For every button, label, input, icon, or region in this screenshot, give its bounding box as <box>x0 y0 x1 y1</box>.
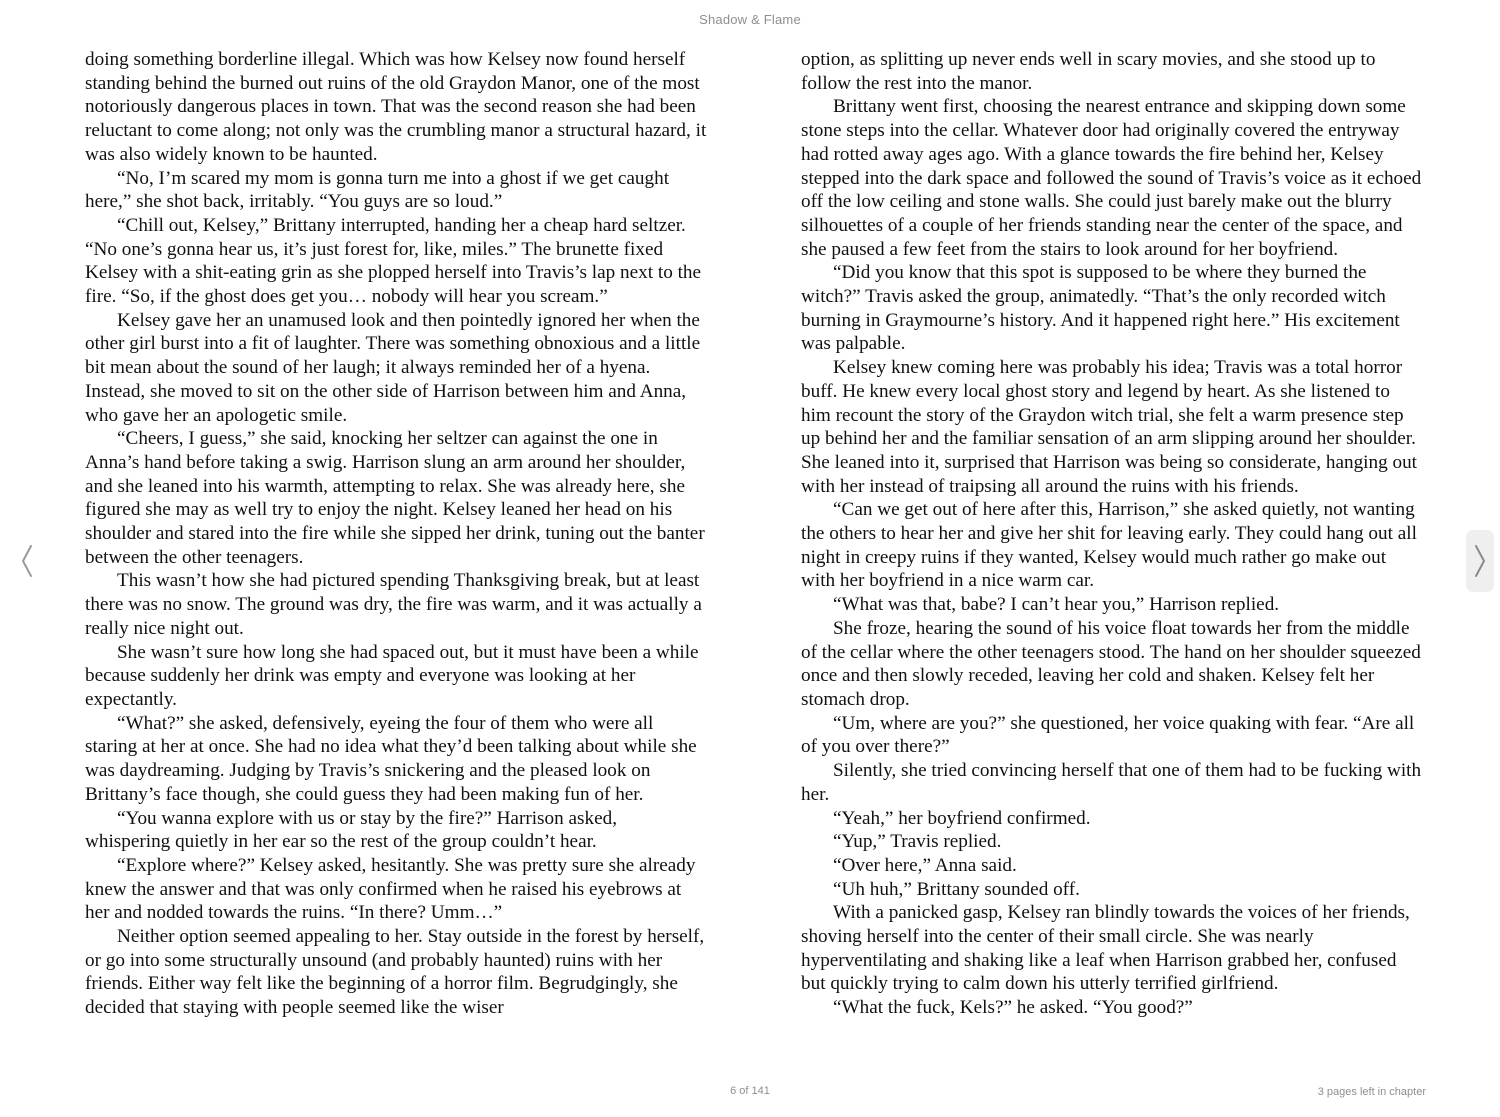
paragraph: “No, I’m scared my mom is gonna turn me into a ghost if we get caught here,” she shot back, irritably. “You guys are so loud.” <box>85 167 670 213</box>
paragraph: Neither option seemed appealing to her. Stay outside in the forest by herself, or go into some structurally unsound (and probably haunted) ruins with her friends. Either way felt like the beginning of a horror film. Begrudgingly, she decided that staying with people seemed like the wiser <box>85 926 705 1019</box>
page-number: 6 of 141 <box>730 1085 770 1097</box>
paragraph: With a panicked gasp, Kelsey ran blindly towards the voices of her friends, shoving herself into the center of their small circle. She was nearly hyperventilating and shaking like a leaf when Harrison grabbed her, confused but quickly trying to calm down his utterly terrified girlfriend. <box>801 902 1410 995</box>
paragraph: “Chill out, Kelsey,” Brittany interrupted, handing her a cheap hard seltzer. “No one’s gonna hear us, it’s just forest for, like, miles.” The brunette fixed Kelsey with a shit-eating grin as she plopped herself into Travis’s lap next to the fire. “So, if the ghost does get you… nobody will hear you scream.” <box>85 214 702 308</box>
paragraph: “Uh huh,” Brittany sounded off. <box>833 878 1080 900</box>
paragraph: “You wanna explore with us or stay by the fire?” Harrison asked, whispering quietly in her ear so the rest of the group couldn’t hear. <box>85 807 617 853</box>
paragraph: “Yeah,” her boyfriend confirmed. <box>833 807 1091 829</box>
paragraph: “Explore where?” Kelsey asked, hesitantly. She was pretty sure she already knew the answer and that was only confirmed when he raised his eyebrows at her and nodded towards the ruins. “In there? Umm…” <box>85 854 696 924</box>
paragraph: She froze, hearing the sound of his voice float towards her from the middle of the cellar where the other teenagers stood. The hand on her shoulder squeezed once and then slowly receded, leaving her cold and shaken. Kelsey felt her stomach drop. <box>801 617 1421 710</box>
paragraph: “What the fuck, Kels?” he asked. “You good?” <box>833 997 1193 1019</box>
paragraph: “Cheers, I guess,” she said, knocking her seltzer can against the one in Anna’s hand before taking a swig. Harrison slung an arm around her shoulder, and she leaned into his warmth, attempting to relax. She was already here, she figured she may as well try to enjoy the night. Kelsey leaned her head on his shoulder and stared into the fire while she sipped her drink, tuning out the banter between the other teenagers. <box>85 428 705 568</box>
next-page-button[interactable] <box>1466 530 1494 592</box>
paragraph: “Did you know that this spot is supposed to be where they burned the witch?” Travis asked the group, animatedly. “That’s the only recorded witch burning in Graymourne’s history. And it happened right here.” His excitement was palpable. <box>801 262 1400 355</box>
paragraph: This wasn’t how she had pictured spending Thanksgiving break, but at least there was no snow. The ground was dry, the fire was warm, and it was actually a really nice night out. <box>85 570 702 639</box>
paragraph: Kelsey knew coming here was probably his idea; Travis was a total horror buff. He knew every local ghost story and legend by heart. As she listened to him recount the story of the Graydon witch trial, she felt a warm presence step up behind her and the familiar sensation of an arm slipping around her shoulder. She leaned into it, surprised that Harrison was being so considerate, hanging out with her instead of traipsing all around the ruins with his friends. <box>801 357 1417 497</box>
chevron-right-icon <box>1473 544 1487 578</box>
paragraph: Silently, she tried convincing herself that one of them had to be fucking with her. <box>801 760 1422 805</box>
paragraph: She wasn’t sure how long she had spaced out, but it must have been a while because suddenly her drink was empty and everyone was looking at her expectantly. <box>85 641 699 710</box>
paragraph: “Over here,” Anna said. <box>833 854 1017 876</box>
right-page-text <box>801 48 1423 1020</box>
left-page-text <box>85 48 707 1020</box>
paragraph: “What was that, babe? I can’t hear you,” Harrison replied. <box>833 594 1280 616</box>
paragraph: “What?” she asked, defensively, eyeing the four of them who were all staring at her at once. She had no idea what they’d been talking about while she was daydreaming. Judging by Travis’s snickering and the pleased look on Brittany’s face though, she could guess they had been making fun of her. <box>85 712 697 805</box>
pages-left-in-chapter: 3 pages left in chapter <box>1317 1086 1426 1098</box>
previous-page-button[interactable] <box>14 540 40 582</box>
paragraph: “Yup,” Travis replied. <box>833 831 1002 853</box>
paragraph: Brittany went first, choosing the nearest entrance and skipping down some stone steps into the cellar. Whatever door had originally covered the entryway had rotted away ages ago. With a glance towards the fire behind her, Kelsey stepped into the dark space and followed the sound of Travis’s voice as it echoed off the low ceiling and stone walls. She could just barely make out the blurry silhouettes of a couple of her friends standing near the center of the space, and she paused a few feet from the stairs to look around for her boyfriend. <box>801 96 1422 260</box>
paragraph: “Can we get out of here after this, Harrison,” she asked quietly, not wanting the others to hear her and give her shit for leaving early. They could hang out all night in creepy ruins if they wanted, Kelsey would much rather go make out with her boyfriend in a nice warm car. <box>801 499 1417 592</box>
book-title: Shadow & Flame <box>699 12 801 27</box>
paragraph: option, as splitting up never ends well in scary movies, and she stood up to follow the rest into the manor. <box>801 49 1376 94</box>
chevron-left-icon <box>20 544 34 578</box>
paragraph: Kelsey gave her an unamused look and then pointedly ignored her when the other girl burst into a fit of laughter. There was something obnoxious and a little bit mean about the sound of her laugh; it always reminded her of a hyena. Instead, she moved to sit on the other side of Harrison between him and Anna, who gave her an apologetic smile. <box>85 309 701 426</box>
paragraph: doing something borderline illegal. Which was how Kelsey now found herself standing behind the burned out ruins of the old Graydon Manor, one of the most notoriously dangerous places in town. That was the second reason she had been reluctant to come along; not only was the crumbling manor a structural hazard, it was also widely known to be haunted. <box>85 49 707 165</box>
paragraph: “Um, where are you?” she questioned, her voice quaking with fear. “Are all of you over there?” <box>801 712 1415 758</box>
